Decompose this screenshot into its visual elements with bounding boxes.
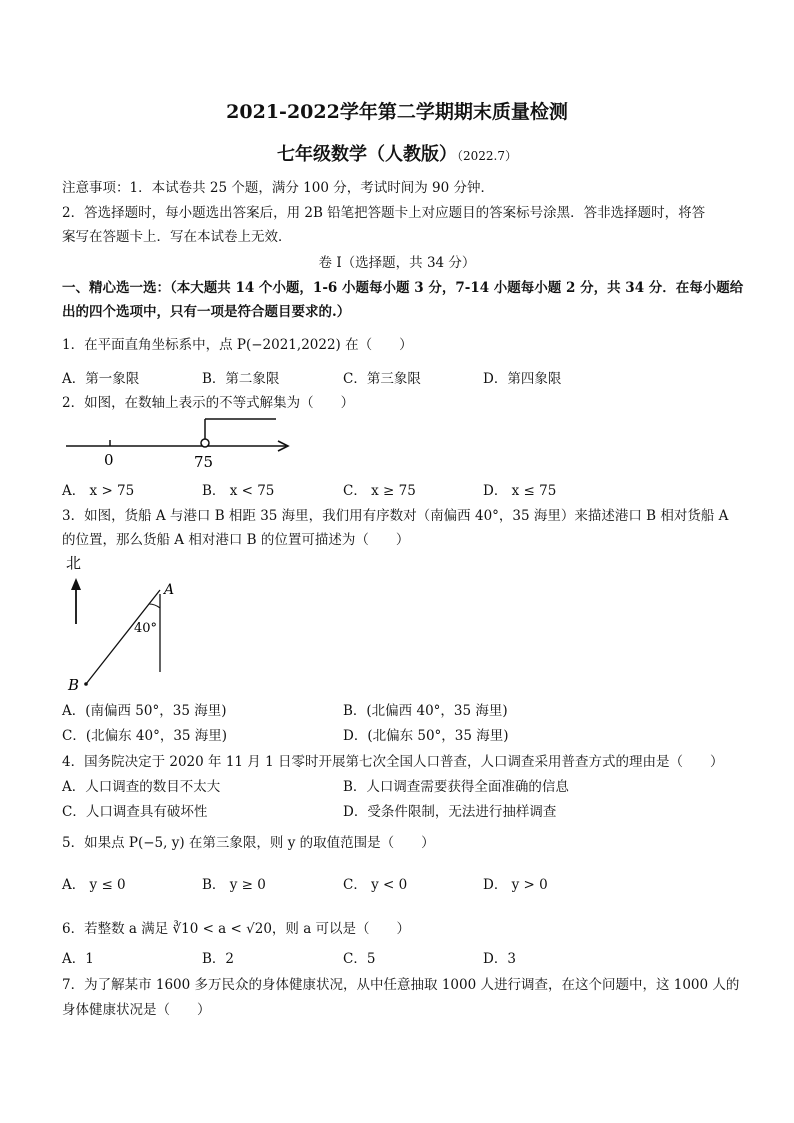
open-circle-point [201,439,209,447]
question-7-stem-2: 身体健康状况是（ ） [62,1002,211,1018]
point-b-label: B [68,676,80,694]
q1-option-a[interactable]: A．第一象限 [62,371,140,387]
north-arrow-icon [71,578,81,590]
q1-option-d[interactable]: D．第四象限 [483,371,562,387]
angle-label: 40° [134,621,158,636]
q6-option-c[interactable]: C．5 [343,951,376,967]
q3-option-b[interactable]: B．(北偏西 40°，35 海里) [343,703,508,719]
bearing-figure [60,546,200,696]
notes-line-3: 案写在答题卡上．写在本试卷上无效． [62,229,292,245]
q5-option-b[interactable]: B． y ≥ 0 [202,877,266,893]
section-heading-1: 一、精心选一选：（本大题共 14 个小题，1-6 小题每小题 3 分，7-14 小题每小题 2 分，共 34 分．在每小题给 [62,280,744,296]
label-zero: 0 [104,451,114,469]
question-4-stem: 4．国务院决定于 2020 年 11 月 1 日零时开展第七次全国人口普查，人口调查采用普查方式的理由是（ ） [62,754,724,770]
q2-option-c[interactable]: C． x ≥ 75 [343,483,416,499]
q5-option-c[interactable]: C． y < 0 [343,877,408,893]
section-label: 卷 I（选择题，共 34 分） [318,255,476,271]
q2-option-b[interactable]: B． x < 75 [202,483,275,499]
q2-option-a[interactable]: A． x > 75 [62,483,135,499]
question-1-stem: 1．在平面直角坐标系中，点 P(−2021,2022) 在（ ） [62,337,413,353]
q4-option-d[interactable]: D．受条件限制，无法进行抽样调查 [343,804,557,820]
number-line-figure [60,412,300,472]
q3-option-c[interactable]: C．(北偏东 40°，35 海里) [62,728,228,744]
question-7-stem-1: 7．为了解某市 1600 多万民众的身体健康状况，从中任意抽取 1000 人进行调查，在这个问题中，这 1000 人的 [62,977,740,993]
question-3-stem-1: 3．如图，货船 A 与港口 B 相距 35 海里，我们用有序数对（南偏西 40°，35 海里）来描述港口 B 相对货船 A [62,508,729,524]
exam-title: 2021-2022学年第二学期期末质量检测 [226,101,568,123]
q6-option-b[interactable]: B．2 [202,951,235,967]
question-6-stem: 6．若整数 a 满足 ∛10 < a < √20，则 a 可以是（ ） [62,921,411,937]
angle-arc [149,604,160,608]
notes-line-2: 2．答选择题时，每小题选出答案后，用 2B 铅笔把答题卡上对应题目的答案标号涂黑．答非选择题时，将答 [62,205,706,221]
exam-subtitle [0,140,794,166]
q4-option-a[interactable]: A．人口调查的数目不太大 [62,779,221,795]
q1-option-b[interactable]: B．第二象限 [202,371,280,387]
q6-option-a[interactable]: A．1 [62,951,94,967]
question-2-stem: 2．如图，在数轴上表示的不等式解集为（ ） [62,395,355,411]
q4-option-b[interactable]: B．人口调查需要获得全面准确的信息 [343,779,569,795]
question-3-stem-2: 的位置，那么货船 A 相对港口 B 的位置可描述为（ ） [62,532,410,548]
segment-ab [86,590,160,684]
subject-label: 七年级数学（人教版） [277,144,457,165]
q3-option-d[interactable]: D．(北偏东 50°，35 海里) [343,728,509,744]
notes-line-1: 注意事项：1．本试卷共 25 个题，满分 100 分，考试时间为 90 分钟． [62,180,494,196]
q5-option-d[interactable]: D． y > 0 [483,877,548,893]
q5-option-a[interactable]: A． y ≤ 0 [62,877,126,893]
north-label: 北 [66,554,82,572]
label-seventy-five: 75 [194,453,214,471]
q4-option-c[interactable]: C．人口调查具有破坏性 [62,804,208,820]
q6-option-d[interactable]: D．3 [483,951,516,967]
point-a-label: A [164,582,175,598]
question-5-stem: 5．如果点 P(−5, y) 在第三象限，则 y 的取值范围是（ ） [62,835,435,851]
q2-option-d[interactable]: D． x ≤ 75 [483,483,557,499]
q1-option-c[interactable]: C．第三象限 [343,371,421,387]
point-b [84,682,88,686]
q3-option-a[interactable]: A．(南偏西 50°，35 海里) [62,703,227,719]
exam-date: （2022.7） [457,149,517,163]
section-heading-2: 出的四个选项中，只有一项是符合题目要求的.） [62,304,351,320]
